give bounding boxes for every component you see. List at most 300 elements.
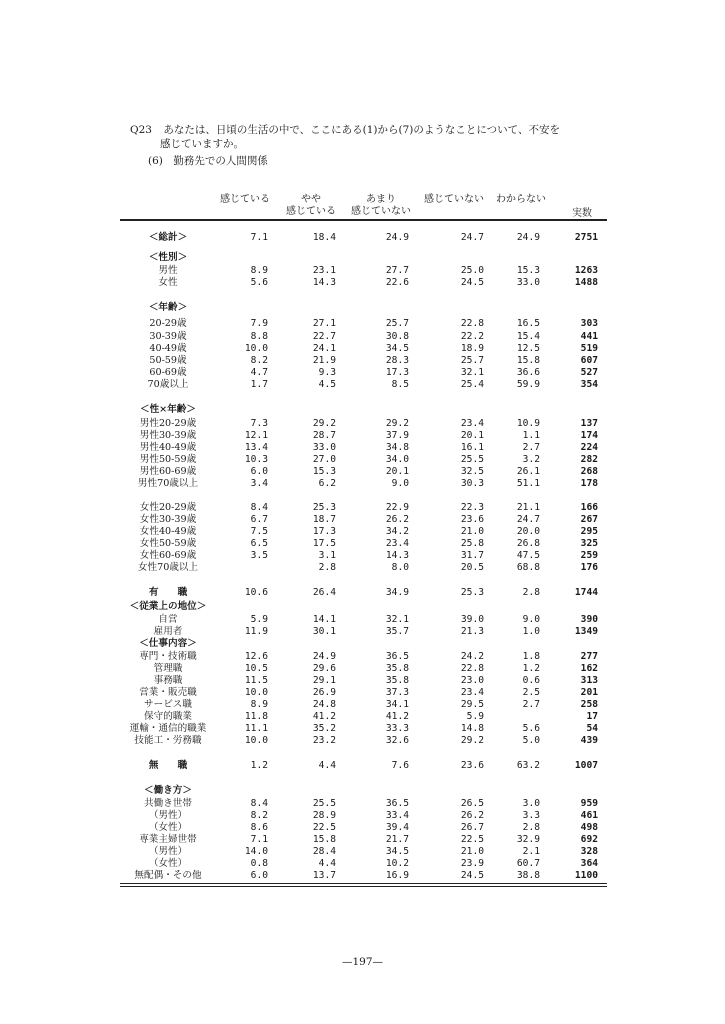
cell-value: 21.3 bbox=[460, 626, 484, 637]
cell-value: 63.2 bbox=[516, 760, 540, 771]
cell-count: 162 bbox=[580, 663, 598, 674]
cell-value: 0.8 bbox=[250, 858, 268, 869]
cell-value: 6.2 bbox=[318, 478, 336, 489]
cell-value: 11.5 bbox=[244, 675, 268, 686]
cell-value: 6.0 bbox=[250, 466, 268, 477]
cell-value: 5.6 bbox=[522, 723, 540, 734]
question-number: Q23 bbox=[130, 124, 152, 136]
cell-value: 35.8 bbox=[385, 675, 409, 686]
table-row bbox=[0, 466, 725, 478]
table-row bbox=[0, 822, 725, 834]
cell-value: 36.5 bbox=[385, 798, 409, 809]
cell-value: 3.5 bbox=[250, 550, 268, 561]
row-label: 男性20-29歳 bbox=[139, 418, 197, 429]
cell-value: 10.0 bbox=[244, 687, 268, 698]
cell-value: 32.1 bbox=[385, 614, 409, 625]
cell-value: 18.7 bbox=[312, 514, 336, 525]
cell-value: 4.4 bbox=[318, 760, 336, 771]
cell-value: 20.1 bbox=[460, 430, 484, 441]
table-row bbox=[0, 502, 725, 514]
cell-count: 282 bbox=[580, 454, 598, 465]
table-row bbox=[0, 478, 725, 490]
cell-value: 16.1 bbox=[460, 442, 484, 453]
row-label: （男性） bbox=[148, 810, 188, 821]
cell-count: 441 bbox=[580, 331, 598, 342]
cell-value: 20.0 bbox=[516, 526, 540, 537]
cell-count: 328 bbox=[580, 846, 598, 857]
cell-value: 32.1 bbox=[460, 367, 484, 378]
cell-value: 30.1 bbox=[312, 626, 336, 637]
cell-value: 3.4 bbox=[250, 478, 268, 489]
cell-count: 313 bbox=[580, 675, 598, 686]
cell-value: 10.2 bbox=[385, 858, 409, 869]
cell-value: 23.2 bbox=[312, 735, 336, 746]
cell-value: 22.2 bbox=[460, 331, 484, 342]
cell-value: 26.5 bbox=[460, 798, 484, 809]
row-label: 40-49歳 bbox=[149, 343, 187, 354]
table-row bbox=[0, 798, 725, 810]
cell-value: 23.4 bbox=[460, 687, 484, 698]
table-row bbox=[0, 675, 725, 687]
cell-value: 22.5 bbox=[460, 834, 484, 845]
table-row bbox=[0, 846, 725, 858]
table-row bbox=[0, 663, 725, 675]
cell-value: 68.8 bbox=[516, 562, 540, 573]
cell-value: 12.6 bbox=[244, 651, 268, 662]
table-row bbox=[0, 367, 725, 379]
cell-value: 60.7 bbox=[516, 858, 540, 869]
cell-value: 2.8 bbox=[318, 562, 336, 573]
cell-value: 39.0 bbox=[460, 614, 484, 625]
cell-value: 24.8 bbox=[312, 699, 336, 710]
cell-value: 20.5 bbox=[460, 562, 484, 573]
cell-count: 1488 bbox=[574, 277, 598, 288]
cell-value: 2.7 bbox=[522, 442, 540, 453]
cell-value: 10.0 bbox=[244, 735, 268, 746]
cell-value: 26.8 bbox=[516, 538, 540, 549]
cell-value: 29.2 bbox=[312, 418, 336, 429]
cell-value: 34.5 bbox=[385, 846, 409, 857]
cell-value: 36.6 bbox=[516, 367, 540, 378]
cell-value: 23.1 bbox=[312, 265, 336, 276]
cell-value: 5.9 bbox=[466, 711, 484, 722]
row-label: ＜仕事内容＞ bbox=[139, 638, 197, 649]
cell-value: 23.6 bbox=[460, 514, 484, 525]
cell-value: 11.8 bbox=[244, 711, 268, 722]
cell-value: 7.3 bbox=[250, 418, 268, 429]
cell-value: 26.2 bbox=[460, 810, 484, 821]
cell-value: 34.9 bbox=[385, 587, 409, 598]
cell-value: 29.1 bbox=[312, 675, 336, 686]
cell-count: 1349 bbox=[574, 626, 598, 637]
table-row bbox=[0, 614, 725, 626]
table-row bbox=[0, 430, 725, 442]
row-label: 女性60-69歳 bbox=[139, 550, 197, 561]
cell-value: 14.3 bbox=[385, 550, 409, 561]
row-label: ＜年齢＞ bbox=[148, 302, 188, 313]
cell-value: 7.1 bbox=[250, 232, 268, 243]
cell-value: 3.1 bbox=[318, 550, 336, 561]
row-label: 運輸・通信的職業 bbox=[129, 723, 207, 734]
cell-value: 25.7 bbox=[460, 355, 484, 366]
row-label: 女性40-49歳 bbox=[139, 526, 197, 537]
cell-value: 10.6 bbox=[244, 587, 268, 598]
table-row bbox=[0, 526, 725, 538]
cell-value: 4.4 bbox=[318, 858, 336, 869]
cell-value: 9.0 bbox=[522, 614, 540, 625]
cell-count: 54 bbox=[586, 723, 598, 734]
cell-value: 41.2 bbox=[312, 711, 336, 722]
cell-count: 519 bbox=[580, 343, 598, 354]
cell-count: 178 bbox=[580, 478, 598, 489]
cell-count: 354 bbox=[580, 379, 598, 390]
cell-value: 16.9 bbox=[385, 870, 409, 881]
cell-value: 18.4 bbox=[312, 232, 336, 243]
cell-value: 8.9 bbox=[250, 699, 268, 710]
cell-count: 201 bbox=[580, 687, 598, 698]
row-label: ＜従業上の地位＞ bbox=[129, 601, 207, 612]
cell-count: 439 bbox=[580, 735, 598, 746]
row-label: サービス職 bbox=[144, 699, 192, 710]
row-label: 女性30-39歳 bbox=[139, 514, 197, 525]
cell-value: 12.1 bbox=[244, 430, 268, 441]
cell-value: 0.6 bbox=[522, 675, 540, 686]
table-row bbox=[0, 252, 725, 264]
table-row bbox=[0, 318, 725, 330]
row-label: 女性20-29歳 bbox=[139, 502, 197, 513]
cell-value: 30.8 bbox=[385, 331, 409, 342]
cell-value: 28.4 bbox=[312, 846, 336, 857]
cell-value: 28.7 bbox=[312, 430, 336, 441]
cell-value: 21.1 bbox=[516, 502, 540, 513]
table-row bbox=[0, 265, 725, 277]
cell-value: 1.2 bbox=[250, 760, 268, 771]
cell-value: 59.9 bbox=[516, 379, 540, 390]
cell-value: 34.2 bbox=[385, 526, 409, 537]
cell-count: 224 bbox=[580, 442, 598, 453]
header-dont-know: わからない bbox=[496, 194, 546, 205]
cell-value: 36.5 bbox=[385, 651, 409, 662]
cell-count: 259 bbox=[580, 550, 598, 561]
header-not-feel: 感じていない bbox=[424, 194, 484, 205]
cell-value: 29.2 bbox=[385, 418, 409, 429]
cell-value: 16.5 bbox=[516, 318, 540, 329]
cell-value: 26.1 bbox=[516, 466, 540, 477]
row-label: （男性） bbox=[148, 846, 188, 857]
cell-value: 6.7 bbox=[250, 514, 268, 525]
cell-value: 10.0 bbox=[244, 343, 268, 354]
table-row bbox=[0, 810, 725, 822]
row-label: 男性30-39歳 bbox=[139, 430, 197, 441]
table-row bbox=[0, 834, 725, 846]
row-label: （女性） bbox=[148, 822, 188, 833]
cell-value: 24.2 bbox=[460, 651, 484, 662]
row-label: 女性70歳以上 bbox=[137, 562, 199, 573]
cell-value: 2.5 bbox=[522, 687, 540, 698]
cell-value: 23.9 bbox=[460, 858, 484, 869]
cell-value: 22.5 bbox=[312, 822, 336, 833]
table-row bbox=[0, 454, 725, 466]
cell-value: 32.9 bbox=[516, 834, 540, 845]
cell-value: 8.4 bbox=[250, 502, 268, 513]
row-label: 男性60-69歳 bbox=[139, 466, 197, 477]
row-label: 共働き世帯 bbox=[144, 798, 192, 809]
table-row bbox=[0, 442, 725, 454]
cell-value: 41.2 bbox=[385, 711, 409, 722]
cell-value: 6.5 bbox=[250, 538, 268, 549]
row-label: 技能工・労務職 bbox=[134, 735, 202, 746]
cell-count: 267 bbox=[580, 514, 598, 525]
table-row bbox=[0, 760, 725, 772]
cell-value: 29.5 bbox=[460, 699, 484, 710]
bottom-rule-2 bbox=[120, 886, 607, 887]
cell-value: 26.9 bbox=[312, 687, 336, 698]
cell-value: 22.6 bbox=[385, 277, 409, 288]
cell-value: 34.1 bbox=[385, 699, 409, 710]
cell-count: 364 bbox=[580, 858, 598, 869]
cell-value: 25.5 bbox=[312, 798, 336, 809]
cell-value: 15.4 bbox=[516, 331, 540, 342]
row-label: 60-69歳 bbox=[149, 367, 187, 378]
cell-value: 27.0 bbox=[312, 454, 336, 465]
cell-value: 14.0 bbox=[244, 846, 268, 857]
cell-value: 23.0 bbox=[460, 675, 484, 686]
cell-value: 4.7 bbox=[250, 367, 268, 378]
cell-value: 1.8 bbox=[522, 651, 540, 662]
row-label: 女性 bbox=[158, 277, 178, 288]
cell-value: 7.6 bbox=[391, 760, 409, 771]
row-label: 雇用者 bbox=[153, 626, 183, 637]
cell-value: 21.9 bbox=[312, 355, 336, 366]
cell-value: 23.6 bbox=[460, 760, 484, 771]
cell-value: 8.8 bbox=[250, 331, 268, 342]
cell-value: 7.9 bbox=[250, 318, 268, 329]
table-row bbox=[0, 638, 725, 650]
cell-value: 24.9 bbox=[385, 232, 409, 243]
cell-value: 17.5 bbox=[312, 538, 336, 549]
cell-value: 14.8 bbox=[460, 723, 484, 734]
cell-count: 174 bbox=[580, 430, 598, 441]
table-row bbox=[0, 232, 725, 244]
cell-value: 29.6 bbox=[312, 663, 336, 674]
cell-value: 33.0 bbox=[516, 277, 540, 288]
question-text: あなたは、日頃の生活の中で、ここにある(1)から(7)のようなことについて、不安を bbox=[163, 124, 560, 136]
cell-value: 15.3 bbox=[516, 265, 540, 276]
cell-count: 258 bbox=[580, 699, 598, 710]
row-label: 男性50-59歳 bbox=[139, 454, 197, 465]
table-row bbox=[0, 331, 725, 343]
cell-value: 37.3 bbox=[385, 687, 409, 698]
page-number: —197— bbox=[341, 956, 384, 968]
cell-count: 277 bbox=[580, 651, 598, 662]
cell-value: 15.3 bbox=[312, 466, 336, 477]
cell-count: 303 bbox=[580, 318, 598, 329]
cell-value: 35.2 bbox=[312, 723, 336, 734]
cell-count: 176 bbox=[580, 562, 598, 573]
cell-value: 47.5 bbox=[516, 550, 540, 561]
cell-value: 2.8 bbox=[522, 587, 540, 598]
cell-value: 24.1 bbox=[312, 343, 336, 354]
cell-value: 24.9 bbox=[312, 651, 336, 662]
cell-value: 27.7 bbox=[385, 265, 409, 276]
cell-count: 295 bbox=[580, 526, 598, 537]
row-label: 男性 bbox=[158, 265, 178, 276]
cell-value: 26.4 bbox=[312, 587, 336, 598]
cell-value: 27.1 bbox=[312, 318, 336, 329]
table-row bbox=[0, 601, 725, 613]
cell-count: 498 bbox=[580, 822, 598, 833]
table-row bbox=[0, 277, 725, 289]
cell-value: 4.5 bbox=[318, 379, 336, 390]
cell-count: 166 bbox=[580, 502, 598, 513]
cell-value: 3.3 bbox=[522, 810, 540, 821]
row-label: 男性70歳以上 bbox=[137, 478, 199, 489]
row-label: 保守的職業 bbox=[144, 711, 192, 722]
cell-value: 12.5 bbox=[516, 343, 540, 354]
table-row bbox=[0, 651, 725, 663]
cell-value: 25.0 bbox=[460, 265, 484, 276]
header-count: 実数 bbox=[572, 208, 592, 219]
cell-value: 13.7 bbox=[312, 870, 336, 881]
cell-value: 1.0 bbox=[522, 626, 540, 637]
header-feel: 感じている bbox=[220, 194, 270, 205]
cell-count: 1263 bbox=[574, 265, 598, 276]
cell-value: 34.0 bbox=[385, 454, 409, 465]
cell-value: 33.4 bbox=[385, 810, 409, 821]
row-label: 管理職 bbox=[153, 663, 183, 674]
table-row bbox=[0, 858, 725, 870]
cell-value: 26.7 bbox=[460, 822, 484, 833]
cell-count: 2751 bbox=[574, 232, 598, 243]
cell-value: 7.5 bbox=[250, 526, 268, 537]
cell-value: 25.7 bbox=[385, 318, 409, 329]
table-row bbox=[0, 538, 725, 550]
cell-value: 34.5 bbox=[385, 343, 409, 354]
sub-item-title: (6) 勤務先での人間関係 bbox=[148, 155, 268, 167]
header-not-much-line1: あまり bbox=[366, 194, 396, 205]
cell-value: 2.8 bbox=[522, 822, 540, 833]
cell-value: 31.7 bbox=[460, 550, 484, 561]
table-row bbox=[0, 711, 725, 723]
cell-value: 22.7 bbox=[312, 331, 336, 342]
row-label: ＜性別＞ bbox=[148, 252, 188, 263]
cell-count: 390 bbox=[580, 614, 598, 625]
cell-count: 959 bbox=[580, 798, 598, 809]
cell-value: 7.1 bbox=[250, 834, 268, 845]
table-row bbox=[0, 404, 725, 416]
cell-value: 32.6 bbox=[385, 735, 409, 746]
row-label: 男性40-49歳 bbox=[139, 442, 197, 453]
cell-count: 137 bbox=[580, 418, 598, 429]
cell-value: 14.1 bbox=[312, 614, 336, 625]
cell-count: 461 bbox=[580, 810, 598, 821]
row-label: 無配偶・その他 bbox=[134, 870, 202, 881]
cell-value: 18.9 bbox=[460, 343, 484, 354]
cell-value: 20.1 bbox=[385, 466, 409, 477]
cell-value: 29.2 bbox=[460, 735, 484, 746]
cell-value: 28.3 bbox=[385, 355, 409, 366]
cell-count: 692 bbox=[580, 834, 598, 845]
table-row bbox=[0, 418, 725, 430]
cell-value: 10.9 bbox=[516, 418, 540, 429]
cell-value: 11.1 bbox=[244, 723, 268, 734]
cell-value: 30.3 bbox=[460, 478, 484, 489]
cell-value: 5.6 bbox=[250, 277, 268, 288]
cell-value: 22.9 bbox=[385, 502, 409, 513]
row-label: 50-59歳 bbox=[149, 355, 187, 366]
cell-value: 13.4 bbox=[244, 442, 268, 453]
cell-value: 51.1 bbox=[516, 478, 540, 489]
cell-value: 2.1 bbox=[522, 846, 540, 857]
cell-value: 34.8 bbox=[385, 442, 409, 453]
cell-count: 17 bbox=[586, 711, 598, 722]
header-not-much-line2: 感じていない bbox=[351, 206, 411, 217]
cell-value: 23.4 bbox=[460, 418, 484, 429]
cell-value: 25.3 bbox=[460, 587, 484, 598]
cell-value: 39.4 bbox=[385, 822, 409, 833]
cell-value: 1.2 bbox=[522, 663, 540, 674]
cell-value: 17.3 bbox=[312, 526, 336, 537]
row-label: ＜働き方＞ bbox=[144, 785, 192, 796]
cell-value: 25.3 bbox=[312, 502, 336, 513]
cell-value: 2.7 bbox=[522, 699, 540, 710]
row-label: 事務職 bbox=[153, 675, 183, 686]
table-row bbox=[0, 626, 725, 638]
cell-value: 8.6 bbox=[250, 822, 268, 833]
cell-value: 8.5 bbox=[391, 379, 409, 390]
cell-value: 9.0 bbox=[391, 478, 409, 489]
cell-value: 21.0 bbox=[460, 846, 484, 857]
cell-value: 8.0 bbox=[391, 562, 409, 573]
table-row bbox=[0, 735, 725, 747]
cell-value: 8.2 bbox=[250, 810, 268, 821]
cell-value: 25.8 bbox=[460, 538, 484, 549]
cell-value: 6.0 bbox=[250, 870, 268, 881]
row-label: 有 職 bbox=[148, 587, 188, 598]
row-label: 専門・技術職 bbox=[139, 651, 197, 662]
table-row bbox=[0, 785, 725, 797]
row-label: 営業・販売職 bbox=[139, 687, 197, 698]
cell-value: 35.8 bbox=[385, 663, 409, 674]
table-row bbox=[0, 514, 725, 526]
cell-count: 268 bbox=[580, 466, 598, 477]
table-row bbox=[0, 870, 725, 882]
cell-value: 24.9 bbox=[516, 232, 540, 243]
table-row bbox=[0, 379, 725, 391]
cell-value: 32.5 bbox=[460, 466, 484, 477]
cell-value: 3.2 bbox=[522, 454, 540, 465]
table-row bbox=[0, 562, 725, 574]
cell-count: 1100 bbox=[574, 870, 598, 881]
cell-count: 1007 bbox=[574, 760, 598, 771]
cell-value: 25.5 bbox=[460, 454, 484, 465]
cell-value: 15.8 bbox=[516, 355, 540, 366]
bottom-rule-1 bbox=[120, 883, 607, 884]
row-label: 70歳以上 bbox=[147, 379, 189, 390]
cell-value: 14.3 bbox=[312, 277, 336, 288]
cell-value: 33.3 bbox=[385, 723, 409, 734]
cell-value: 37.9 bbox=[385, 430, 409, 441]
cell-value: 10.5 bbox=[244, 663, 268, 674]
table-row bbox=[0, 699, 725, 711]
cell-value: 9.3 bbox=[318, 367, 336, 378]
cell-value: 22.8 bbox=[460, 318, 484, 329]
table-row bbox=[0, 550, 725, 562]
cell-count: 1744 bbox=[574, 587, 598, 598]
cell-value: 8.4 bbox=[250, 798, 268, 809]
row-label: 30-39歳 bbox=[149, 331, 187, 342]
cell-value: 5.0 bbox=[522, 735, 540, 746]
